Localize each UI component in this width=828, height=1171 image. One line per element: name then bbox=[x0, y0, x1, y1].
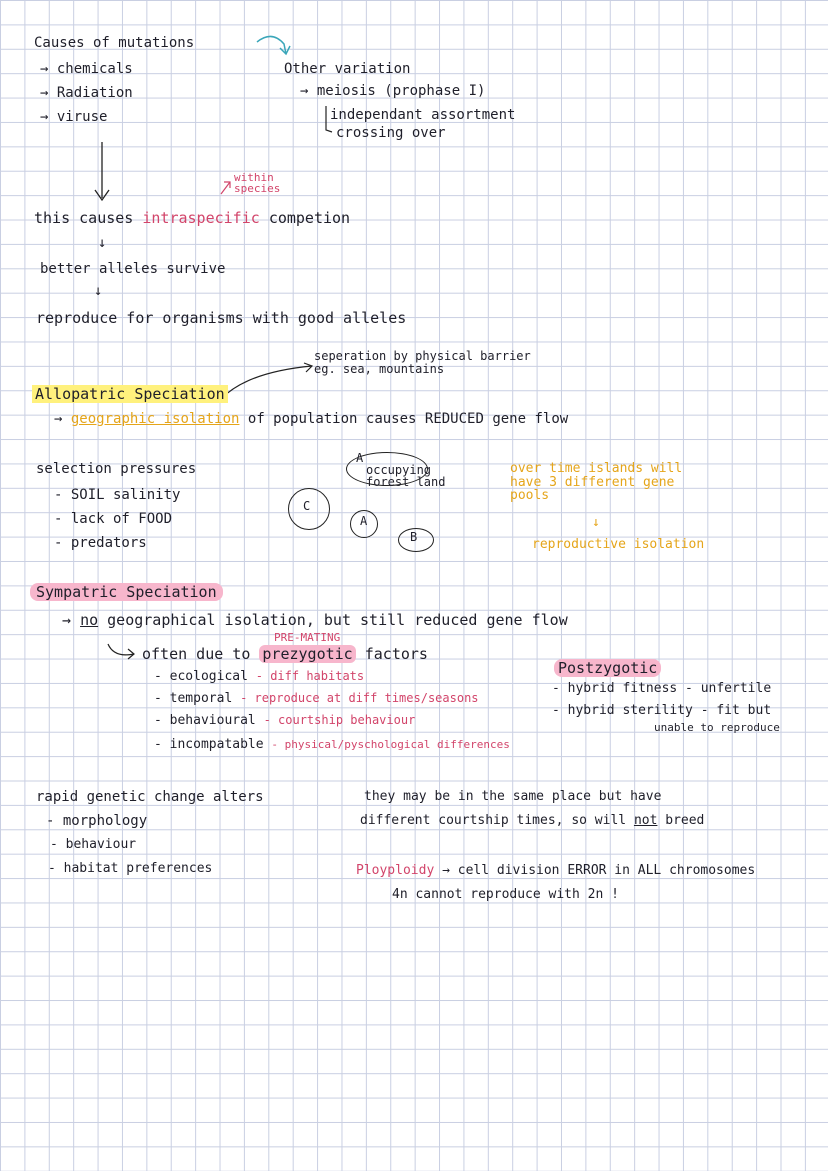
prezygotic-word: prezygotic bbox=[259, 645, 355, 663]
arrow-glyph: → bbox=[62, 611, 72, 629]
geographic-isolation: geographic isolation bbox=[70, 411, 240, 427]
factor-row bbox=[154, 714, 415, 728]
separation-note: seperation by physical barrier eg. sea, mountains bbox=[314, 349, 531, 376]
factor-name: - behavioural bbox=[154, 713, 256, 728]
example-line-1: they may be in the same place but have bbox=[364, 789, 662, 804]
down-arrow-icon: ↓ bbox=[98, 235, 107, 251]
mutation-item: → viruse bbox=[40, 109, 108, 125]
factor-detail: - diff habitats bbox=[255, 669, 365, 683]
down-arrow-icon bbox=[90, 140, 114, 204]
alters-item: - habitat preferences bbox=[48, 861, 213, 876]
arrow-glyph: → bbox=[54, 411, 63, 427]
curved-arrow-icon bbox=[254, 32, 294, 58]
sympatric-line bbox=[62, 612, 568, 629]
factor-row bbox=[154, 670, 364, 684]
within-species-note: within species bbox=[234, 171, 281, 195]
postzygotic-text: Postzygotic bbox=[554, 659, 661, 677]
no-word: no bbox=[80, 611, 99, 629]
pre-mating-note: PRE-MATING bbox=[274, 631, 341, 644]
example-text: different courtship times, so will bbox=[360, 813, 627, 828]
factor-name: - incompatable bbox=[154, 737, 264, 752]
factor-name: - ecological bbox=[154, 669, 248, 684]
chain-this-causes: this causes bbox=[34, 209, 134, 227]
island-label: B bbox=[410, 530, 418, 544]
curved-arrow-icon bbox=[104, 640, 138, 664]
allopatric-title bbox=[32, 386, 228, 403]
chain-line-3: reproduce for organisms with good alleles bbox=[36, 309, 407, 327]
alters-item: - behaviour bbox=[50, 837, 137, 852]
up-arrow-icon bbox=[218, 178, 234, 196]
polyploidy-rest: → cell division ERROR in ALL chromosomes bbox=[442, 863, 756, 878]
factor-name: - temporal bbox=[154, 691, 233, 706]
crossing-over: crossing over bbox=[336, 125, 446, 141]
competition-word: competion bbox=[268, 209, 351, 227]
allopatric-rest: of population causes REDUCED gene flow bbox=[247, 411, 569, 427]
allopatric-line bbox=[54, 412, 568, 427]
polyploidy-line bbox=[356, 864, 755, 878]
example-text: breed bbox=[665, 813, 705, 828]
factors-word: factors bbox=[364, 645, 428, 663]
pressure-item: - SOIL salinity bbox=[54, 487, 181, 503]
island-label: A bbox=[360, 514, 368, 528]
island-label: C bbox=[303, 499, 311, 513]
factor-detail: - reproduce at diff times/seasons bbox=[240, 691, 479, 705]
post-item: - hybrid fitness - unfertile bbox=[552, 681, 772, 696]
post-item: unable to reproduce bbox=[654, 721, 780, 734]
postzygotic-title bbox=[554, 660, 661, 677]
pressure-item: - lack of FOOD bbox=[54, 511, 173, 527]
variation-title: Other variation bbox=[284, 61, 411, 77]
island-label: A bbox=[356, 451, 364, 465]
factor-detail: - courtship behaviour bbox=[263, 713, 416, 727]
meiosis-label: → meiosis (prophase I) bbox=[300, 83, 486, 99]
rapid-change: rapid genetic change alters bbox=[36, 789, 264, 805]
overtime-note: over time islands will have 3 different gene pools bbox=[510, 461, 683, 504]
pressures-title: selection pressures bbox=[36, 461, 197, 477]
chain-line-2: better alleles survive bbox=[40, 261, 226, 277]
factor-detail: - physical/pyschological differences bbox=[271, 738, 510, 751]
post-item: - hybrid sterility - fit but bbox=[552, 703, 772, 718]
down-arrow-icon: ↓ bbox=[592, 515, 600, 530]
sympatric-rest: geographical isolation, but still reduced gene flow bbox=[107, 611, 568, 629]
fourn-line: 4n cannot reproduce with 2n ! bbox=[392, 887, 619, 902]
factor-row bbox=[154, 738, 510, 752]
sympatric-title-text: Sympatric Speciation bbox=[30, 583, 223, 601]
polyploidy-word: Ployploidy bbox=[356, 863, 435, 878]
often-word: often due to bbox=[142, 645, 251, 663]
intraspecific-word: intraspecific bbox=[142, 209, 260, 227]
curved-arrow-icon bbox=[218, 362, 318, 402]
independent-assortment: independant assortment bbox=[330, 107, 516, 123]
allopatric-title-text: Allopatric Speciation bbox=[32, 385, 228, 403]
often-line bbox=[142, 646, 428, 663]
example-line-2 bbox=[360, 814, 704, 828]
sympatric-title bbox=[30, 584, 223, 601]
mutations-title: Causes of mutations bbox=[34, 35, 195, 51]
alters-item: - morphology bbox=[46, 813, 148, 829]
occupying-note: occupying forest land bbox=[366, 463, 446, 489]
not-word: not bbox=[633, 813, 658, 828]
mutation-item: → Radiation bbox=[40, 85, 133, 101]
reproductive-isolation: reproductive isolation bbox=[532, 537, 705, 552]
pressure-item: - predators bbox=[54, 535, 147, 551]
factor-row bbox=[154, 692, 479, 706]
down-arrow-icon: ↓ bbox=[94, 283, 103, 299]
branch-arrow-icon bbox=[318, 104, 334, 136]
mutation-item: → chemicals bbox=[40, 61, 133, 77]
chain-line-1 bbox=[34, 210, 350, 227]
